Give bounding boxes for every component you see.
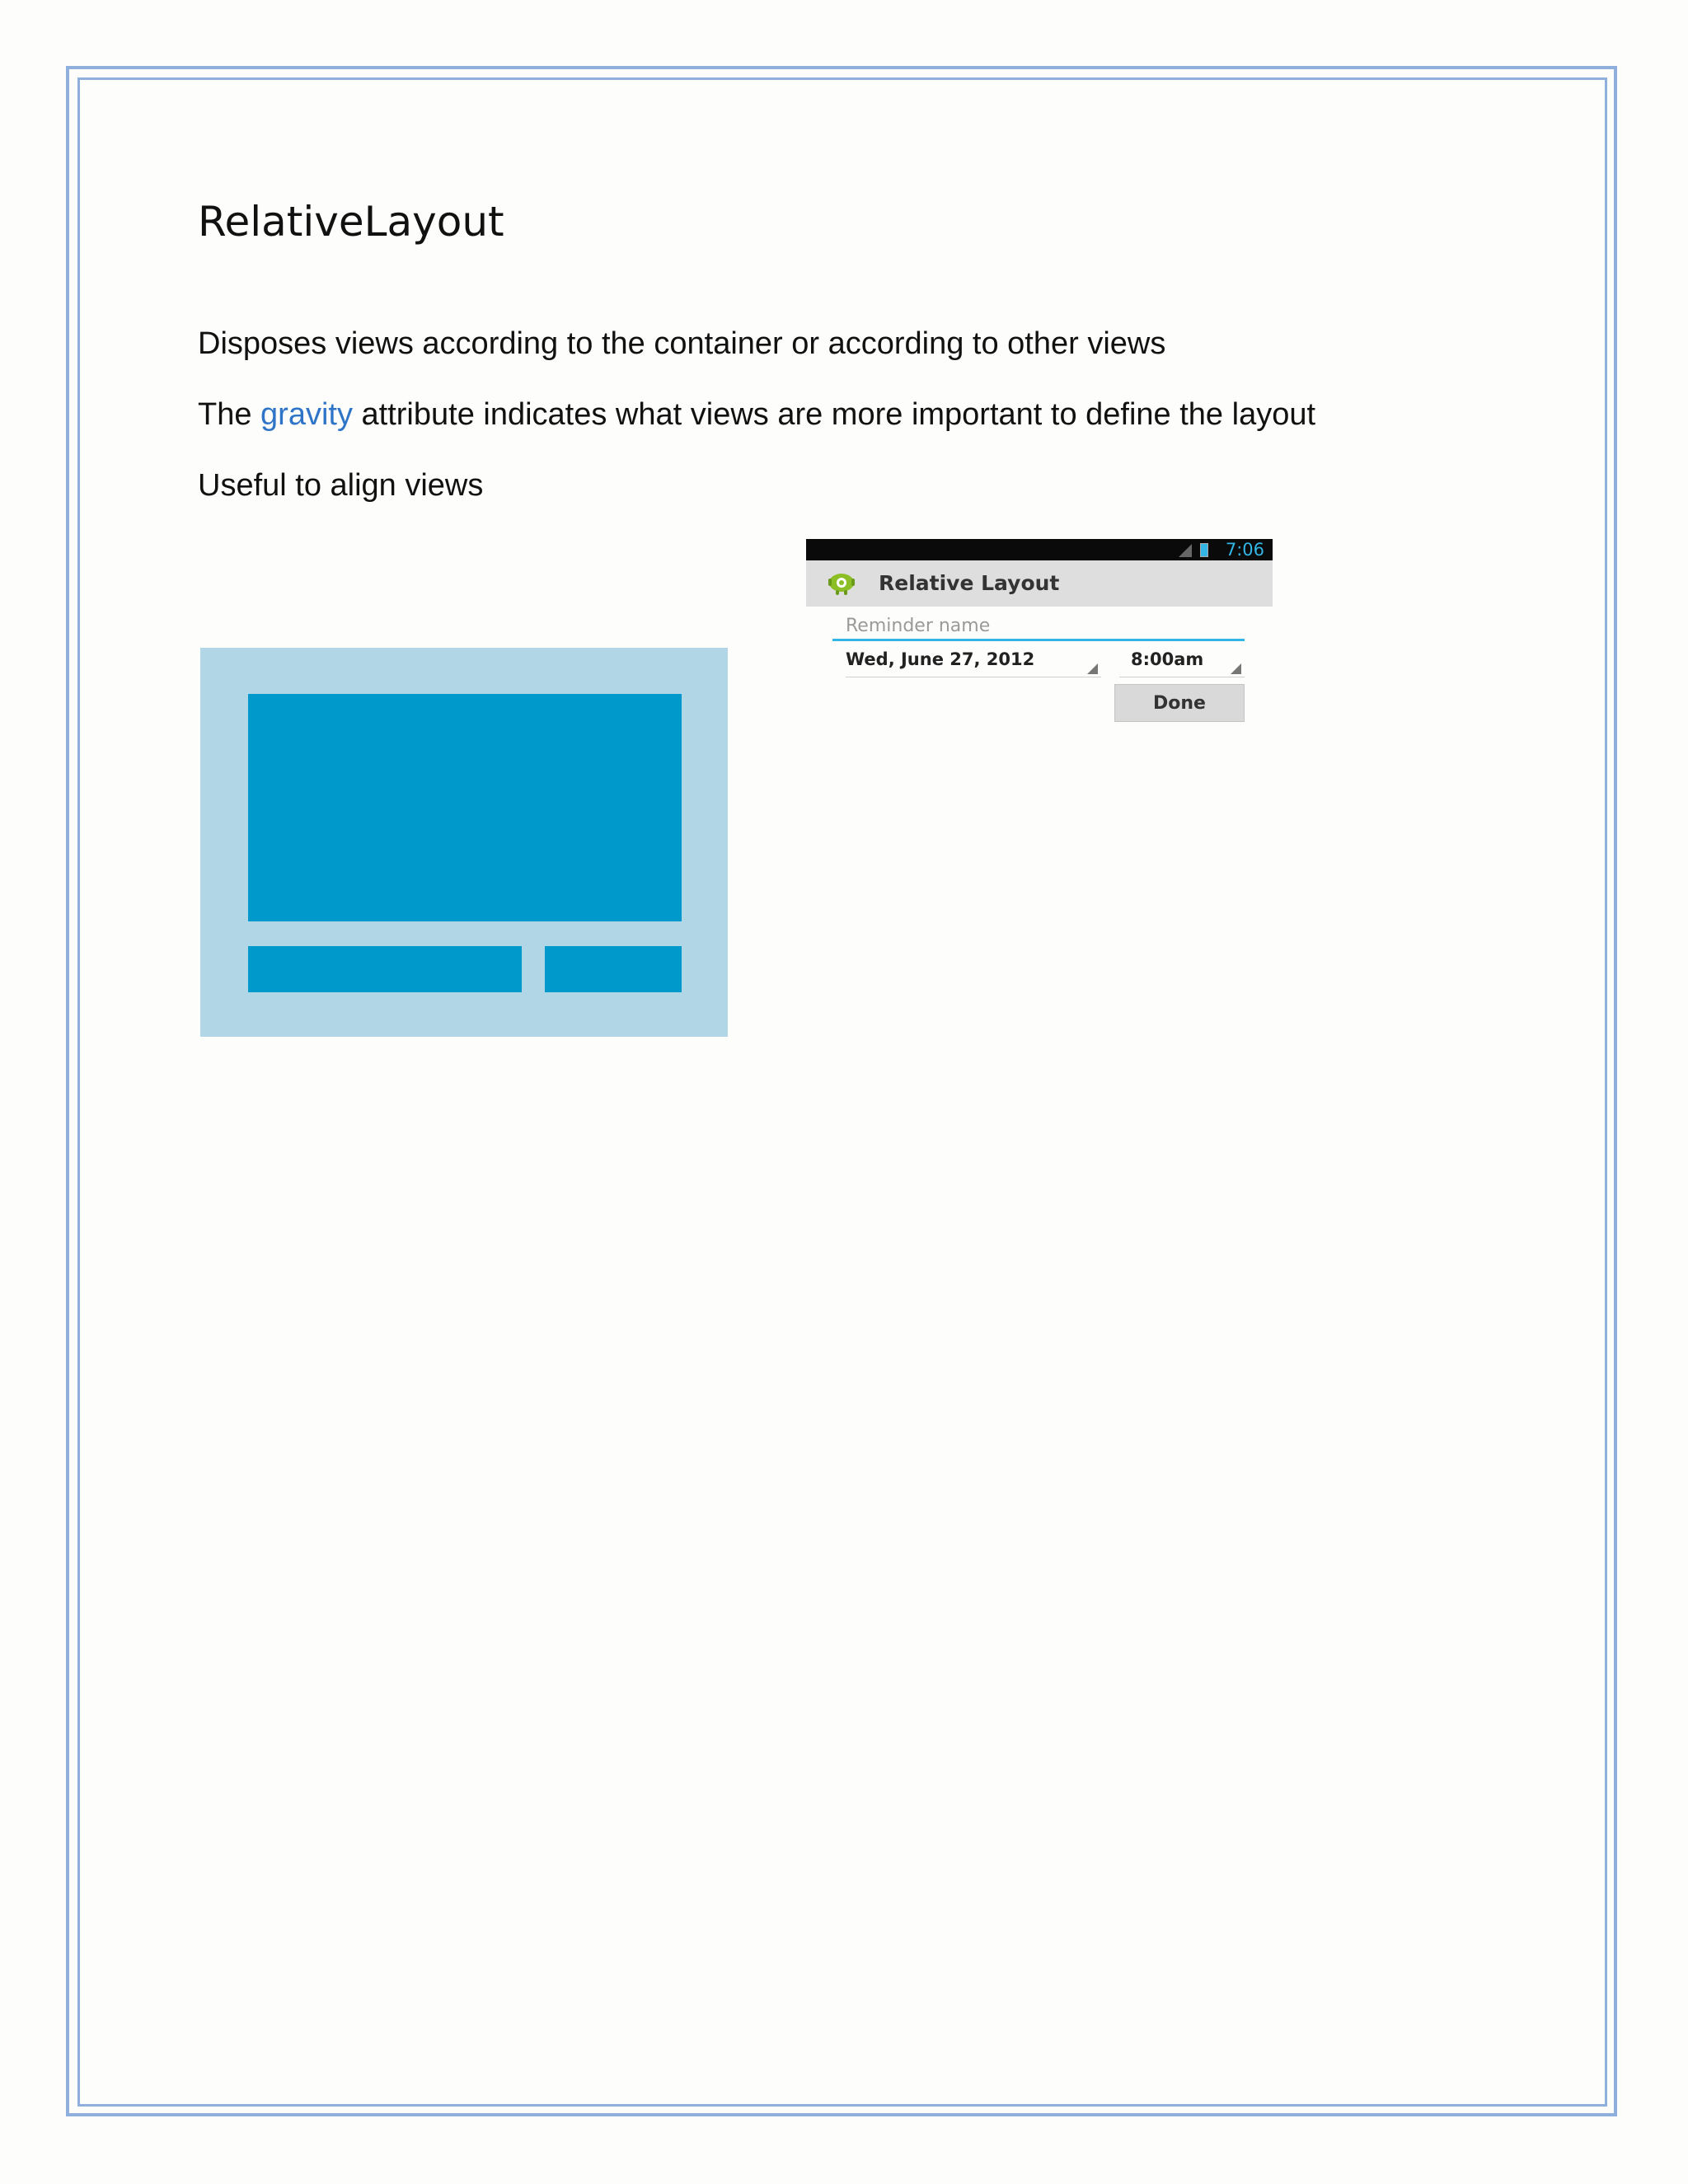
relative-layout-diagram	[200, 648, 728, 1037]
android-screenshot	[806, 539, 1273, 729]
signal-icon	[1179, 544, 1192, 557]
date-value: Wed, June 27, 2012	[846, 649, 1035, 669]
dropdown-corner-icon	[1231, 663, 1241, 674]
time-spinner[interactable]	[1119, 646, 1245, 677]
paragraph-gravity-rest: attribute indicates what views are more important to define the layout	[352, 397, 1316, 432]
paragraph-disposes-views: Disposes views according to the container or according to other views	[198, 326, 1166, 361]
paragraph-gravity-lead: The	[198, 397, 261, 432]
time-value: 8:00am	[1131, 649, 1204, 669]
action-bar	[806, 560, 1273, 607]
diagram-bottom-left-block	[248, 946, 522, 992]
paragraph-align-views: Useful to align views	[198, 468, 484, 503]
reminder-name-input[interactable]	[832, 613, 1245, 641]
paragraph-gravity	[198, 397, 1315, 433]
page-border-inner	[77, 77, 1607, 2107]
date-spinner[interactable]	[846, 646, 1101, 677]
dropdown-corner-icon	[1087, 663, 1098, 674]
page-title: RelativeLayout	[198, 198, 504, 246]
status-bar	[806, 539, 1273, 560]
battery-icon	[1200, 543, 1208, 557]
status-time: 7:06	[1225, 540, 1264, 560]
diagram-top-block	[248, 694, 682, 921]
gravity-keyword: gravity	[260, 397, 353, 432]
app-title: Relative Layout	[879, 571, 1060, 595]
done-button[interactable]: Done	[1114, 684, 1245, 722]
android-app-icon	[828, 570, 856, 595]
diagram-bottom-right-block	[545, 946, 682, 992]
